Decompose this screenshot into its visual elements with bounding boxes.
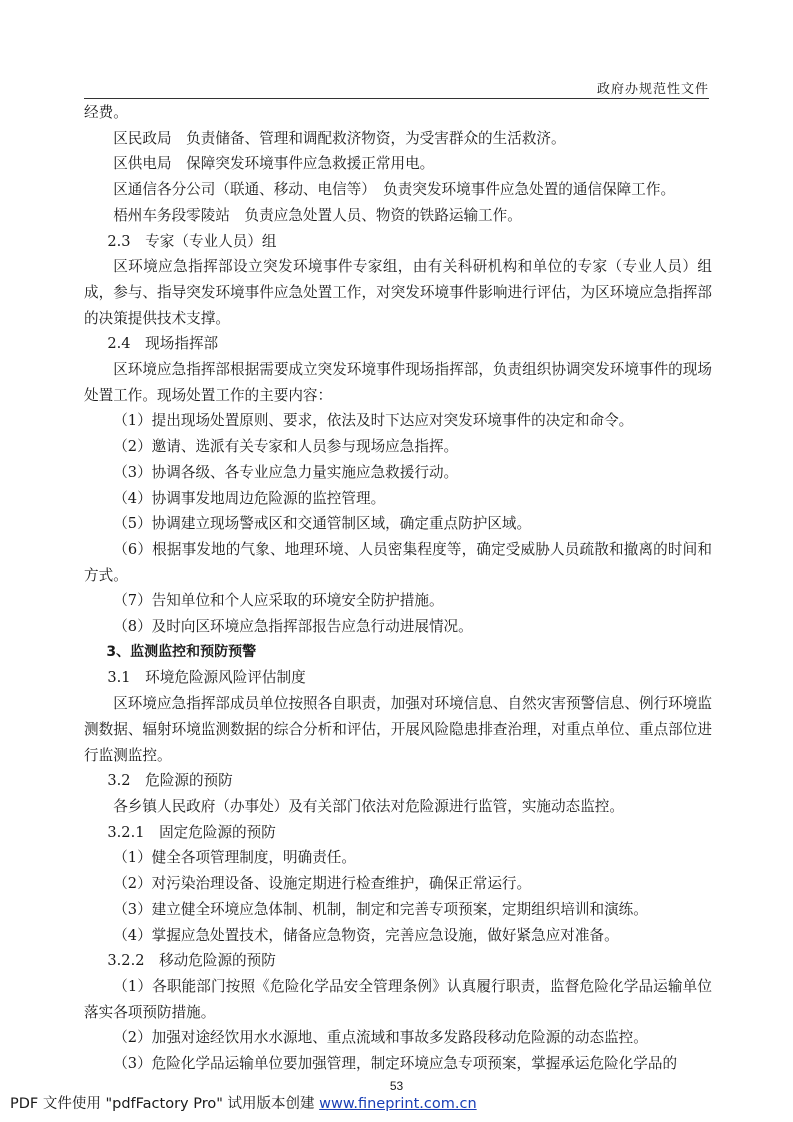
section-heading: 2.4 现场指挥部 <box>107 335 219 353</box>
paragraph: 区环境应急指挥部设立突发环境事件专家组，由有关科研机构和单位的专家（专业人员）组成，参与、指导突发环境事件应急处置工作，对突发环境事件影响进行评估，为区环境应急指挥部的决策提供技术支撑。 <box>84 258 712 327</box>
section-heading: 3.2 危险源的预防 <box>107 772 233 790</box>
paragraph: 区环境应急指挥部成员单位按照各自职责，加强对环境信息、自然灾害预警信息、例行环境监测数据、辐射环境监测数据的综合分析和评估，开展风险隐患排查治理，对重点单位、重点部位进行监测监控。 <box>84 695 712 764</box>
list-item: （3）协调各级、各专业应急力量实施应急救援行动。 <box>113 463 459 481</box>
page-number: 53 <box>389 1079 404 1093</box>
paragraph: 区通信各分公司（联通、移动、电信等） 负责突发环境事件应急处置的通信保障工作。 <box>113 181 676 199</box>
subsection-heading: 3.2.2 移动危险源的预防 <box>107 952 276 970</box>
chapter-heading: 3、监测监控和预防预警 <box>106 643 257 660</box>
paragraph: 区供电局 保障突发环境事件应急救援正常用电。 <box>113 155 435 173</box>
list-item: （2）加强对途经饮用水水源地、重点流域和事故多发路段移动危险源的动态监控。 <box>113 1029 648 1047</box>
subsection-heading: 3.2.1 固定危险源的预防 <box>107 823 276 841</box>
list-item: （5）协调建立现场警戒区和交通管制区域，确定重点防护区域。 <box>113 515 532 533</box>
footer-text: PDF 文件使用 "pdfFactory Pro" 试用版本创建 <box>10 1096 320 1112</box>
list-item: （1）各职能部门按照《危险化学品安全管理条例》认真履行职责，监督危险化学品运输单位落实各项预防措施。 <box>84 977 712 1021</box>
footer-link[interactable]: www.fineprint.com.cn <box>319 1096 477 1112</box>
paragraph: 经费。 <box>84 104 128 121</box>
document-body <box>84 100 712 1077</box>
paragraph: 梧州车务段零陵站 负责应急处置人员、物资的铁路运输工作。 <box>113 206 522 224</box>
list-item: （8）及时向区环境应急指挥部报告应急行动进展情况。 <box>113 618 473 636</box>
list-item: （6）根据事发地的气象、地理环境、人员密集程度等，确定受威胁人员疏散和撤离的时间和方式。 <box>84 540 712 584</box>
pdf-footer <box>10 1092 477 1113</box>
list-item: （3）建立健全环境应急体制、机制，制定和完善专项预案，定期组织培训和演练。 <box>113 900 648 918</box>
paragraph: 区民政局 负责储备、管理和调配救济物资，为受害群众的生活救济。 <box>113 129 566 147</box>
list-item: （2）对污染治理设备、设施定期进行检查维护，确保正常运行。 <box>113 875 532 893</box>
list-item: （4）协调事发地周边危险源的监控管理。 <box>113 489 386 507</box>
header-title: 政府办规范性文件 <box>596 82 709 97</box>
section-heading: 3.1 环境危险源风险评估制度 <box>107 669 306 687</box>
paragraph: 各乡镇人民政府（办事处）及有关部门依法对危险源进行监管，实施动态监控。 <box>113 797 624 815</box>
section-heading: 2.3 专家（专业人员）组 <box>107 232 277 250</box>
list-item: （3）危险化学品运输单位要加强管理，制定环境应急专项预案，掌握承运危险化学品的 <box>113 1055 678 1073</box>
header-divider <box>84 98 709 99</box>
paragraph: 区环境应急指挥部根据需要成立突发环境事件现场指挥部，负责组织协调突发环境事件的现场处置工作。现场处置工作的主要内容： <box>84 361 712 404</box>
list-item: （4）掌握应急处置技术，储备应急物资，完善应急设施，做好紧急应对准备。 <box>113 926 619 944</box>
list-item: （7）告知单位和个人应采取的环境安全防护措施。 <box>113 592 444 610</box>
list-item: （2）邀请、选派有关专家和人员参与现场应急指挥。 <box>113 438 459 456</box>
list-item: （1）提出现场处置原则、要求，依法及时下达应对突发环境事件的决定和命令。 <box>113 412 634 430</box>
list-item: （1）健全各项管理制度，明确责任。 <box>113 849 356 867</box>
